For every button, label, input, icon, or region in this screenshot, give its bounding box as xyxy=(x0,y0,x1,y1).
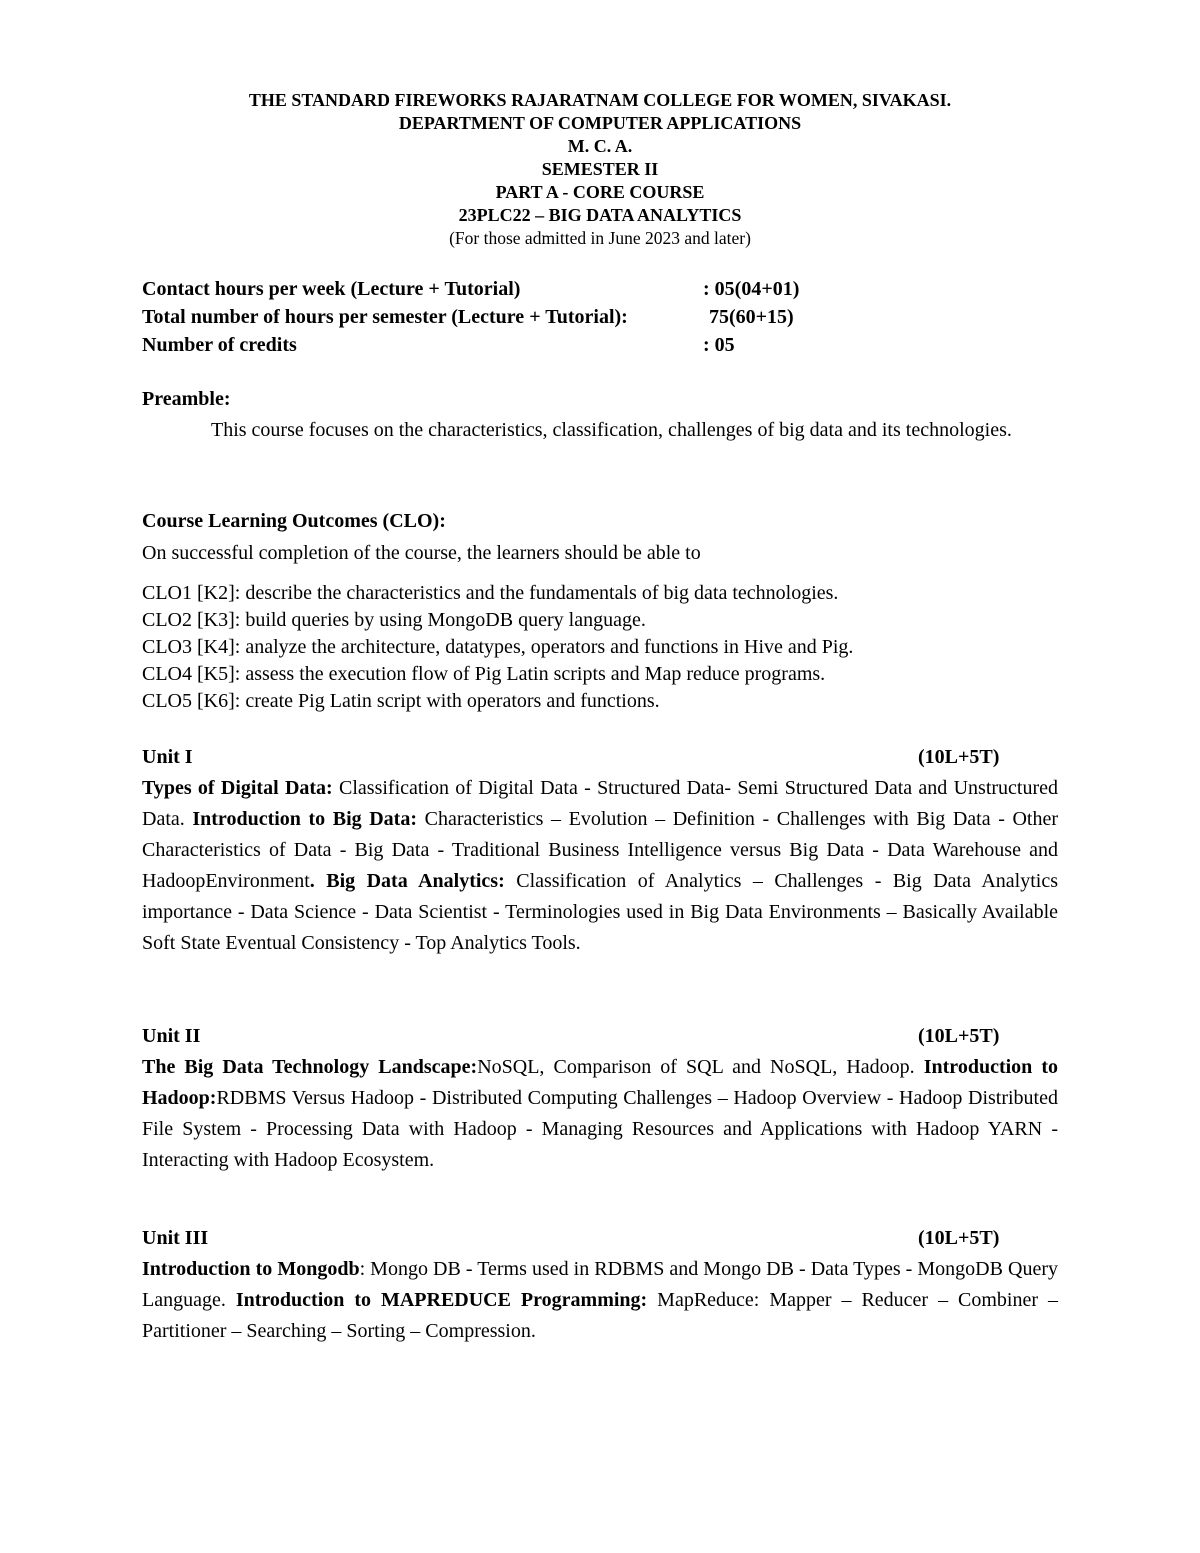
unit-3-section xyxy=(142,1223,1058,1347)
unit-text: RDBMS Versus Hadoop - Distributed Computing Challenges – Hadoop Overview - Hadoop Distributed File System - Processing Data with Hadoop - Managing Resources and Applications with Hadoop YARN - Interacting with Hadoop Ecosystem. xyxy=(142,1087,1058,1171)
college-name: THE STANDARD FIREWORKS RAJARATNAM COLLEGE FOR WOMEN, SIVAKASI. xyxy=(248,90,952,110)
unit-text: NoSQL, Comparison of SQL and NoSQL, Hadoop. xyxy=(477,1056,924,1078)
clo-item: CLO4 [K5]: assess the execution flow of Pig Latin scripts and Map reduce programs. xyxy=(142,663,826,685)
clo-title xyxy=(142,506,1058,537)
clo-item: CLO2 [K3]: build queries by using MongoDB query language. xyxy=(142,609,646,631)
unit-2-section xyxy=(142,1021,1058,1176)
unit-heading xyxy=(142,1223,1058,1254)
unit-topic: . Big Data Analytics: xyxy=(309,870,505,892)
hours-row-credits xyxy=(142,331,1058,359)
admission-note: (For those admitted in June 2023 and later) xyxy=(449,228,751,248)
hours-label: Total number of hours per semester (Lecture + Tutorial): xyxy=(142,306,628,328)
department-name: DEPARTMENT OF COMPUTER APPLICATIONS xyxy=(398,113,802,133)
part-label: PART A - CORE COURSE xyxy=(495,182,705,202)
semester-label: SEMESTER II xyxy=(541,159,659,179)
clo-item: CLO1 [K2]: describe the characteristics and the fundamentals of big data technologies. xyxy=(142,582,839,604)
preamble-title: Preamble: xyxy=(142,388,231,410)
hours-value: 75(60+15) xyxy=(709,306,794,328)
unit-hours: (10L+5T) xyxy=(918,1025,1000,1047)
unit-body xyxy=(142,773,1058,959)
unit-topic: Types of Digital Data: xyxy=(142,777,333,799)
unit-text: Classification of Digital Data - Structured Data- Semi Structured Data and Unstructured Data. xyxy=(142,777,1059,830)
unit-hours: (10L+5T) xyxy=(918,746,1000,768)
unit-topic: Introduction to Mongodb xyxy=(142,1258,360,1280)
unit-text: : Mongo DB - Terms used in RDBMS and Mongo DB - Data Types - MongoDB Query Language. xyxy=(142,1258,1058,1311)
clo-title-text: Course Learning Outcomes (CLO): xyxy=(142,510,446,532)
unit-1-section xyxy=(142,742,1058,959)
programme-name: M. C. A. xyxy=(567,136,633,156)
unit-title: Unit III xyxy=(142,1227,209,1249)
unit-heading xyxy=(142,1021,1058,1052)
unit-title: Unit II xyxy=(142,1025,201,1047)
unit-topic: Introduction to MAPREDUCE Programming: xyxy=(235,1289,648,1311)
preamble-text: This course focuses on the characteristics, classification, challenges of big data and its technologies. xyxy=(211,419,1012,441)
preamble-section xyxy=(142,384,1058,446)
unit-heading xyxy=(142,742,1058,773)
unit-body xyxy=(142,1052,1058,1176)
clo-item: CLO5 [K6]: create Pig Latin script with operators and functions. xyxy=(142,690,660,712)
unit-topic: Introduction to Hadoop: xyxy=(142,1056,1058,1109)
hours-table xyxy=(142,275,1058,359)
unit-text: Classification of Analytics – Challenges - Big Data Analytics importance - Data Science - Data Scientist - Terminologies used in Big Data Environments – Basically Available Soft State Eventual Consistency - Top Analytics Tools. xyxy=(142,870,1058,954)
clo-list xyxy=(142,580,1058,715)
unit-body xyxy=(142,1254,1058,1347)
clo-intro: On successful completion of the course, the learners should be able to xyxy=(142,542,701,564)
hours-row-total xyxy=(142,303,1058,331)
hours-label: Number of credits xyxy=(142,334,297,356)
hours-label: Contact hours per week (Lecture + Tutorial) xyxy=(142,278,521,300)
document-header xyxy=(0,89,1200,250)
unit-text: Characteristics – Evolution – Definition - Challenges with Big Data - Other Characteristics of Data - Big Data - Traditional Business Intelligence versus Big Data - Data Warehouse and HadoopEnvironment xyxy=(142,808,1058,892)
clo-item: CLO3 [K4]: analyze the architecture, datatypes, operators and functions in Hive and Pig. xyxy=(142,636,854,658)
hours-value: : 05(04+01) xyxy=(703,278,800,300)
unit-text: MapReduce: Mapper – Reducer – Combiner – Partitioner – Searching – Sorting – Compression. xyxy=(142,1289,1058,1342)
unit-hours: (10L+5T) xyxy=(918,1227,1000,1249)
unit-topic: The Big Data Technology Landscape: xyxy=(142,1056,478,1078)
unit-topic: Introduction to Big Data: xyxy=(192,808,418,830)
unit-title: Unit I xyxy=(142,746,193,768)
hours-value: : 05 xyxy=(703,334,735,356)
course-title: 23PLC22 – BIG DATA ANALYTICS xyxy=(458,205,742,225)
hours-row-contact xyxy=(142,275,1058,303)
